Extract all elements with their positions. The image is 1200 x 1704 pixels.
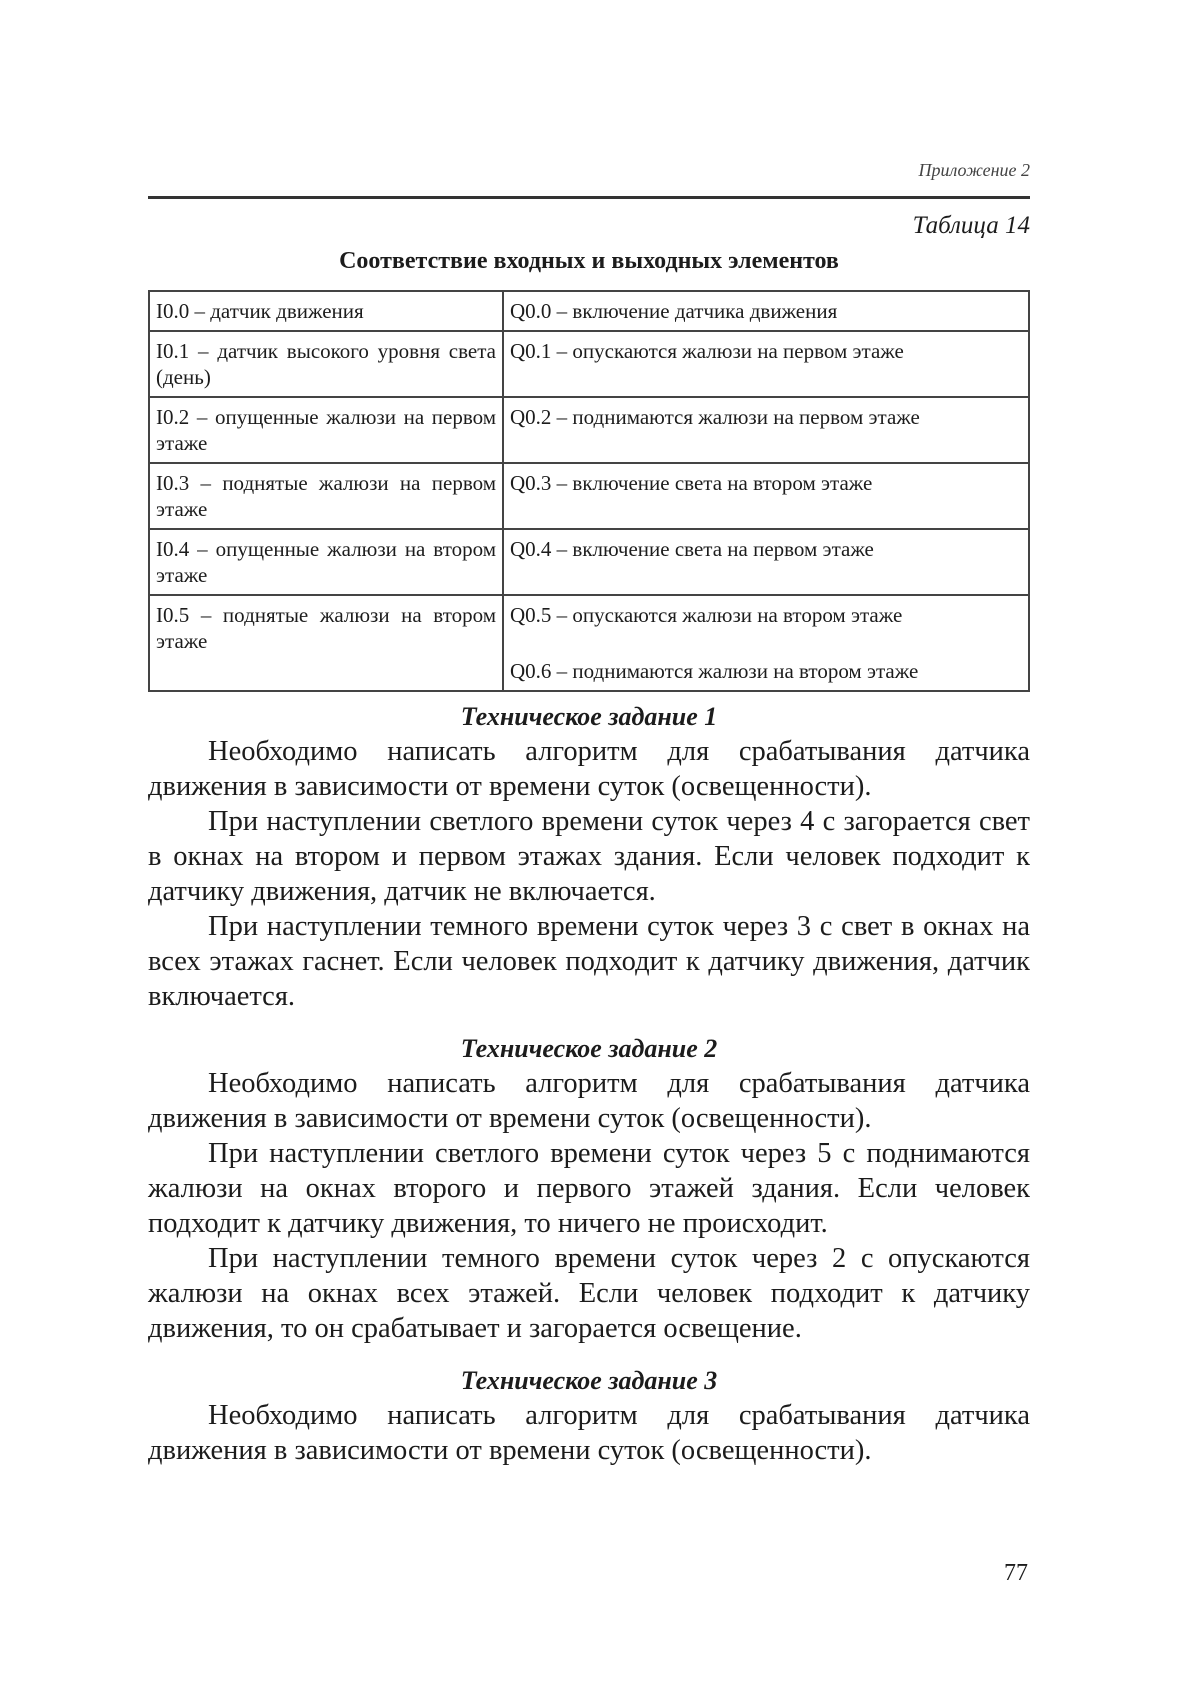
paragraph: При наступлении темного времени суток через 3 с свет в окнах на всех этажах гаснет. Если человек подходит к датчику движения, датчик включается. — [148, 911, 1030, 1012]
output-cell — [503, 331, 1029, 397]
table-row — [149, 595, 1029, 691]
output-line: Q0.5 – опускаются жалюзи на втором этаже — [510, 603, 903, 627]
input-cell: I0.4 – опущенные жалюзи на втором этаже — [149, 529, 503, 595]
body-text — [148, 700, 1030, 1468]
paragraph: Необходимо написать алгоритм для срабатывания датчика движения в зависимости от времени суток (освещенности). — [148, 1400, 1030, 1466]
task-3 — [148, 1364, 1030, 1468]
paragraph: При наступлении светлого времени суток через 5 с поднимаются жалюзи на окнах второго и первого этажей здания. Если человек подходит к датчику движения, то ничего не происходит. — [148, 1138, 1030, 1239]
header-rule — [148, 196, 1030, 199]
table-number: Таблица 14 — [912, 212, 1030, 239]
paragraph: Необходимо написать алгоритм для срабатывания датчика движения в зависимости от времени суток (освещенности). — [148, 1068, 1030, 1134]
table-row — [149, 529, 1029, 595]
input-cell: I0.0 – датчик движения — [149, 291, 503, 331]
output-cell — [503, 595, 1029, 691]
task-heading: Техническое задание 1 — [460, 702, 718, 731]
output-line: Q0.4 – включение света на первом этаже — [510, 537, 874, 561]
task-heading: Техническое задание 2 — [460, 1034, 718, 1063]
output-cell — [503, 397, 1029, 463]
input-cell: I0.1 – датчик высокого уровня света (день) — [149, 331, 503, 397]
paragraph: При наступлении светлого времени суток через 4 с загорается свет в окнах на втором и первом этажах здания. Если человек подходит к датчику движения, датчик не включается. — [148, 806, 1030, 907]
task-2 — [148, 1032, 1030, 1346]
output-line: Q0.0 – включение датчика движения — [510, 299, 838, 323]
table-row — [149, 291, 1029, 331]
input-cell: I0.5 – поднятые жалюзи на втором этаже — [149, 595, 503, 691]
input-cell: I0.2 – опущенные жалюзи на первом этаже — [149, 397, 503, 463]
page-number: 77 — [1004, 1560, 1028, 1586]
running-head: Приложение 2 — [918, 160, 1030, 180]
output-line: Q0.2 – поднимаются жалюзи на первом этаже — [510, 405, 920, 429]
output-cell — [503, 529, 1029, 595]
table-row — [149, 397, 1029, 463]
table-row — [149, 331, 1029, 397]
paragraph: Необходимо написать алгоритм для срабатывания датчика движения в зависимости от времени суток (освещенности). — [148, 736, 1030, 802]
io-mapping-table — [148, 290, 1030, 692]
task-1 — [148, 700, 1030, 1014]
input-cell: I0.3 – поднятые жалюзи на первом этаже — [149, 463, 503, 529]
output-line: Q0.6 – поднимаются жалюзи на втором этаже — [510, 659, 919, 683]
paragraph: При наступлении темного времени суток через 2 с опускаются жалюзи на окнах всех этажей. Если человек подходит к датчику движения, то он срабатывает и загорается освещение. — [148, 1243, 1030, 1344]
output-cell — [503, 463, 1029, 529]
output-line: Q0.1 – опускаются жалюзи на первом этаже — [510, 339, 904, 363]
task-heading: Техническое задание 3 — [460, 1366, 718, 1395]
output-cell — [503, 291, 1029, 331]
table-title: Соответствие входных и выходных элементов — [339, 248, 839, 274]
output-line: Q0.3 – включение света на втором этаже — [510, 471, 873, 495]
table-row — [149, 463, 1029, 529]
